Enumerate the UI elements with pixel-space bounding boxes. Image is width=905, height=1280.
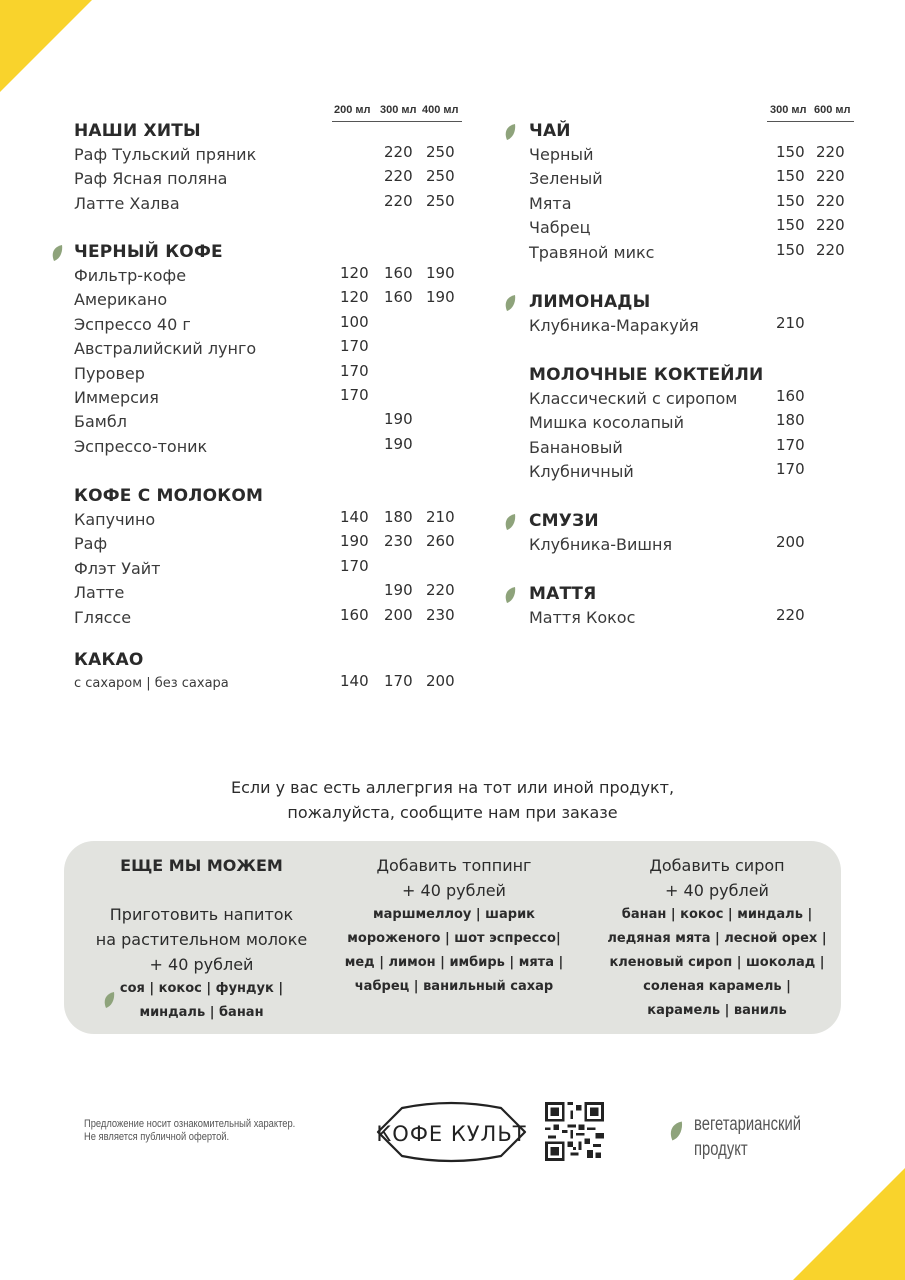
menu-item-price: 160 [384, 264, 413, 282]
menu-section [74, 240, 466, 459]
menu-item [529, 533, 856, 557]
menu-item-price: 190 [384, 434, 413, 453]
extras-panel [64, 841, 841, 1034]
menu-item-name: Клубника-Вишня [529, 535, 673, 554]
section-title: МОЛОЧНЫЕ КОКТЕЙЛИ [529, 365, 764, 385]
allergy-note-line-2: пожалуйста, сообщите нам при заказе [287, 803, 618, 822]
menu-item-price: 180 [384, 508, 413, 526]
vegetarian-legend [694, 1112, 801, 1162]
size-label: 300 мл [380, 104, 417, 116]
menu-item-price: 200 [384, 605, 413, 624]
kofe-kult-logo [374, 1100, 529, 1164]
menu-item-name: Эспрессо 40 г [74, 314, 191, 334]
topping-options-4: чабрец | ванильный сахар [354, 979, 554, 994]
menu-item-name: Маття Кокос [529, 608, 636, 627]
menu-item-price: 220 [816, 216, 845, 235]
topping-options-1: маршмеллоу | шарик [372, 907, 536, 922]
menu-item-name: с сахаром | без сахара [74, 676, 229, 691]
plant-milk-text-2: на растительном молоке [95, 930, 308, 949]
menu-item-price: 210 [426, 508, 455, 526]
menu-item-name: Раф Тульский пряник [74, 145, 257, 164]
menu-item-price: 180 [776, 411, 805, 430]
menu-item [529, 167, 856, 191]
menu-item-price: 250 [426, 191, 455, 210]
syrup-options-5: карамель | ваниль [647, 1003, 787, 1018]
menu-item-price: 250 [426, 167, 455, 186]
qr-code [545, 1102, 604, 1161]
menu-item-name: Австралийский лунго [74, 339, 257, 359]
extras-title: ЕЩЕ МЫ МОЖЕМ [120, 856, 283, 875]
section-title: МАТТЯ [529, 584, 597, 604]
menu-item-price: 120 [340, 288, 369, 307]
disclaimer [84, 1118, 295, 1144]
menu-item [529, 314, 856, 338]
menu-section [529, 363, 856, 485]
menu-item-price: 220 [816, 191, 845, 210]
menu-item-price: 160 [340, 605, 369, 624]
vegetarian-leaf-icon [505, 586, 516, 604]
menu-item-name: Черный [529, 145, 594, 164]
menu-item-price: 190 [384, 581, 413, 600]
menu-item [529, 387, 856, 411]
syrup-column [597, 853, 837, 1023]
plant-milk-options-1: соя | кокос | фундук | [119, 981, 284, 996]
vegetarian-leaf-icon [104, 991, 115, 1009]
menu-item [74, 192, 466, 216]
section-title: ЧАЙ [529, 121, 571, 141]
syrup-title: Добавить сироп [649, 856, 785, 875]
allergy-note [0, 775, 905, 825]
section-title: СМУЗИ [529, 511, 599, 531]
menu-item-name: Фильтр-кофе [74, 266, 187, 285]
section-title: КОФЕ С МОЛОКОМ [74, 486, 264, 506]
plant-milk-price: + 40 рублей [149, 955, 254, 974]
section-title: ЛИМОНАДЫ [529, 292, 651, 312]
menu-item-price: 190 [384, 410, 413, 429]
menu-item-price: 230 [384, 532, 413, 551]
menu-item-price: 190 [426, 288, 455, 307]
menu-item-price: 150 [776, 240, 805, 259]
section-title: ЧЕРНЫЙ КОФЕ [74, 242, 223, 262]
menu-section [529, 290, 856, 338]
menu-item-name: Иммерсия [74, 387, 159, 407]
menu-item-name: Мишка косолапый [529, 413, 684, 433]
menu-item-price: 220 [384, 143, 413, 161]
menu-item-name: Банановый [529, 437, 623, 457]
menu-item [74, 435, 466, 459]
menu-item [74, 337, 466, 361]
menu-item-price: 190 [340, 532, 369, 551]
syrup-options-3: кленовый сироп | шоколад | [609, 955, 825, 970]
disclaimer-line-1: Предложение носит ознакомительный характер. [84, 1118, 296, 1130]
menu-item-price: 220 [384, 191, 413, 210]
plant-milk-options-2: миндаль | банан [139, 1005, 264, 1020]
menu-item-price: 170 [340, 385, 369, 404]
menu-item-price: 220 [816, 240, 845, 259]
menu-item [74, 606, 466, 630]
size-label: 300 мл [770, 104, 807, 116]
menu-item-name: Капучино [74, 510, 156, 529]
menu-item-price: 230 [426, 605, 455, 624]
topping-options-3: мед | лимон | имбирь | мята | [344, 955, 564, 970]
menu-item-price: 170 [340, 556, 369, 575]
menu-item-price: 190 [426, 264, 455, 282]
menu-item-price: 170 [776, 460, 805, 479]
allergy-note-line-1: Если у вас есть аллегргия на тот или иной продукт, [230, 778, 675, 797]
syrup-options-2: ледяная мята | лесной орех | [607, 931, 827, 946]
menu-item [74, 313, 466, 337]
menu-item [74, 288, 466, 312]
menu-item-price: 170 [340, 337, 369, 356]
topping-title: Добавить топпинг [376, 856, 532, 875]
menu-item-price: 220 [384, 167, 413, 186]
vegetarian-leaf-icon [505, 123, 516, 141]
menu-item-name: Пуровер [74, 363, 145, 383]
menu-item-name: Чабрец [529, 218, 591, 238]
section-title: КАКАО [74, 650, 144, 670]
syrup-options-4: соленая карамель | [643, 979, 791, 994]
menu-item-price: 160 [776, 387, 805, 405]
menu-section [74, 484, 466, 630]
menu-item-name: Гляссе [74, 607, 132, 627]
logo-text: КОФЕ КУЛЬТ [376, 1122, 527, 1146]
menu-item-name: Травяной микс [529, 242, 655, 262]
topping-options-2: мороженого | шот эспрессо| [347, 931, 561, 946]
menu-item [529, 460, 856, 484]
menu-section [74, 119, 466, 216]
menu-item-price: 160 [384, 288, 413, 307]
menu-item-price: 100 [340, 312, 369, 331]
menu-item-price: 170 [384, 672, 413, 690]
size-label: 400 мл [422, 104, 459, 116]
menu-item [529, 606, 856, 630]
menu-item-name: Зеленый [529, 169, 603, 189]
menu-item [529, 192, 856, 216]
menu-item-price: 140 [340, 672, 369, 690]
menu-item-price: 170 [340, 361, 369, 380]
menu-item-name: Классический с сиропом [529, 389, 738, 408]
menu-item-price: 210 [776, 314, 805, 332]
vegetarian-leaf-icon [505, 513, 516, 531]
menu-item-price: 260 [426, 532, 455, 551]
menu-item-price: 200 [776, 533, 805, 551]
menu-item [74, 532, 466, 556]
menu-item-price: 150 [776, 143, 805, 161]
menu-item-name: Американо [74, 290, 168, 310]
menu-section [74, 648, 466, 696]
menu-item-price: 120 [340, 264, 369, 282]
menu-item-name: Эспрессо-тоник [74, 436, 208, 456]
menu-section [529, 509, 856, 557]
menu-item-price: 220 [426, 581, 455, 600]
topping-price: + 40 рублей [402, 881, 506, 900]
menu-item-price: 220 [816, 167, 845, 186]
plant-milk-column [84, 853, 319, 1025]
vegetarian-legend-line-2: продукт [694, 1139, 748, 1160]
vegetarian-legend-leaf-icon [670, 1120, 683, 1142]
menu-item-name: Флэт Уайт [74, 558, 161, 578]
menu-item-name: Раф [74, 534, 108, 554]
menu-item-name: Раф Ясная поляна [74, 169, 228, 189]
corner-decoration-top-left [0, 0, 92, 92]
menu-item-price: 170 [776, 435, 805, 454]
menu-item-price: 250 [426, 143, 455, 161]
vegetarian-leaf-icon [505, 294, 516, 312]
menu-item-price: 200 [426, 672, 455, 690]
menu-item-name: Мята [529, 193, 572, 213]
menu-item-price: 140 [340, 508, 369, 526]
menu-item-price: 220 [776, 606, 805, 624]
vegetarian-legend-line-1: вегетарианский [694, 1114, 802, 1135]
menu-item-name: Латте [74, 583, 125, 603]
menu-item-price: 150 [776, 167, 805, 186]
menu-item-name: Бамбл [74, 412, 127, 432]
menu-item-price: 150 [776, 216, 805, 235]
vegetarian-leaf-icon [52, 244, 63, 262]
syrup-price: + 40 рублей [665, 881, 769, 900]
corner-decoration-bottom-right [793, 1168, 905, 1280]
topping-column [339, 853, 569, 999]
menu-item-name: Латте Халва [74, 193, 180, 213]
disclaimer-line-2: Не является публичной офертой. [84, 1131, 230, 1143]
menu-item-price: 220 [816, 143, 845, 161]
menu-item-name: Клубничный [529, 462, 634, 482]
menu-item [529, 216, 856, 240]
menu-item [529, 411, 856, 435]
menu-section [529, 582, 856, 630]
menu-item-name: Клубника-Маракуйя [529, 316, 699, 335]
menu-item [529, 241, 856, 265]
menu-item-price: 150 [776, 191, 805, 210]
menu-item [529, 436, 856, 460]
size-label: 200 мл [334, 104, 371, 116]
menu-item [529, 143, 856, 167]
menu-section [529, 119, 856, 265]
syrup-options-1: банан | кокос | миндаль | [621, 907, 813, 922]
menu-item [74, 362, 466, 386]
plant-milk-text-1: Приготовить напиток [109, 905, 294, 924]
size-label: 600 мл [814, 104, 851, 116]
menu-item [74, 672, 466, 696]
section-title: НАШИ ХИТЫ [74, 121, 201, 141]
